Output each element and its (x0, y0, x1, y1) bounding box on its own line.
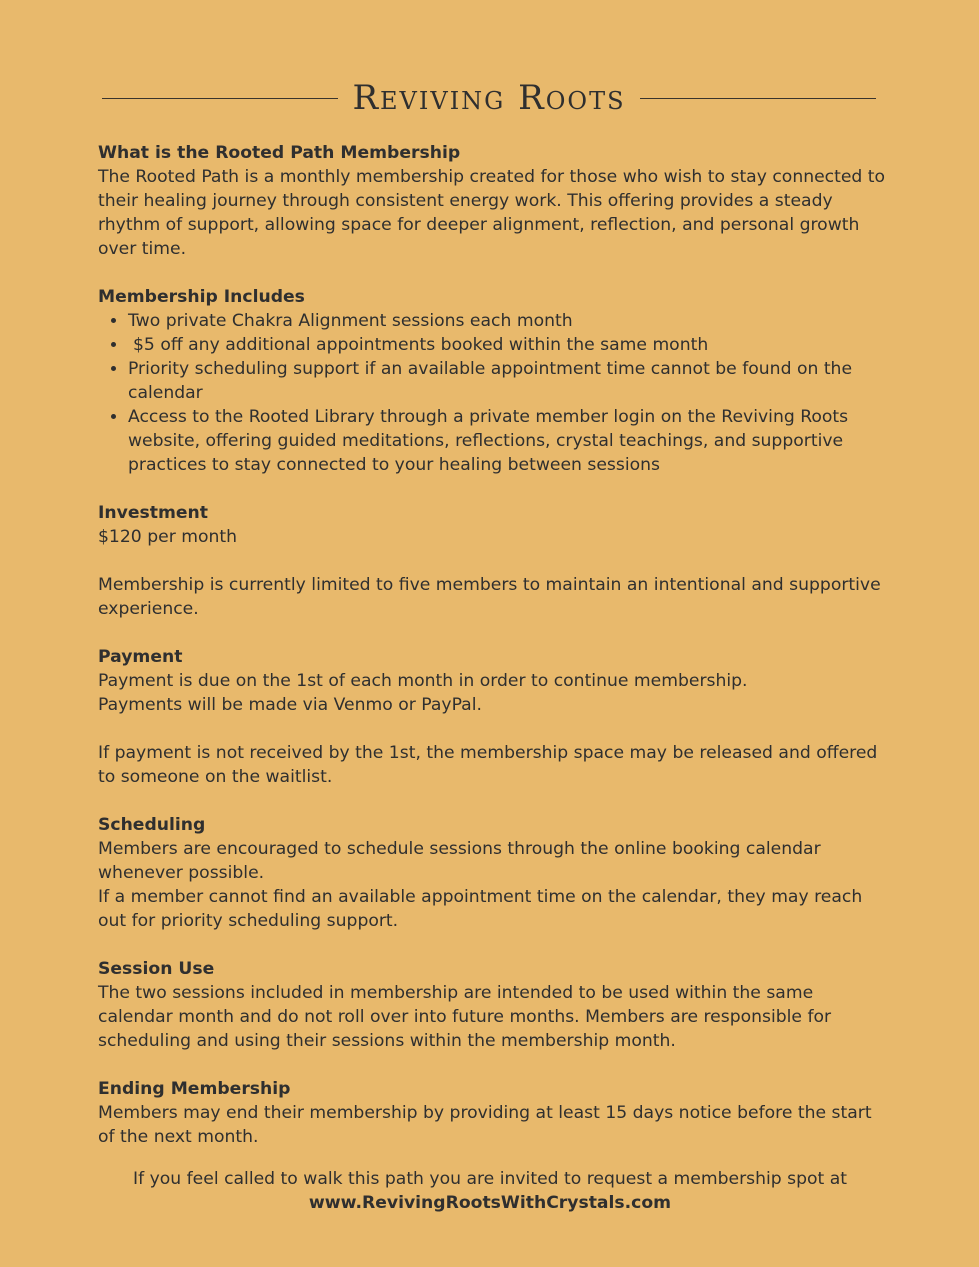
list-item: • Access to the Rooted Library through a private member login on the Reviving Roots website, offering guided meditations, reflections, crystal teachings, and supportive practices to stay connected to your healing between sessions (128, 405, 888, 477)
section-heading: What is the Rooted Path Membership (98, 143, 461, 163)
header-rule-left (102, 98, 338, 99)
list-item: • $5 off any additional appointments booked within the same month (128, 333, 888, 357)
section-paragraph: If payment is not received by the 1st, the membership space may be released and offered to someone on the waitlist. (98, 743, 878, 787)
list-item: • Priority scheduling support if an available appointment time cannot be found on the calendar (128, 357, 888, 405)
footer-invite-text: If you feel called to walk this path you are invited to request a membership spot at (133, 1169, 847, 1189)
section-paragraph: If a member cannot find an available appointment time on the calendar, they may reach out for priority scheduling support. (98, 887, 863, 931)
price-text: $120 per month (98, 527, 238, 547)
section-scheduling (98, 813, 888, 933)
page-header (102, 78, 876, 118)
section-heading: Payment (98, 647, 183, 667)
section-session-use (98, 957, 888, 1053)
section-paragraph: The Rooted Path is a monthly membership created for those who wish to stay connected to their healing journey through consistent energy work. This offering provides a steady rhythm of support, allowing space for deeper alignment, reflection, and personal growth over time. (98, 167, 886, 259)
section-heading: Investment (98, 503, 208, 523)
page-footer (98, 1167, 882, 1215)
section-payment (98, 645, 888, 717)
section-heading: Scheduling (98, 815, 206, 835)
includes-list (98, 309, 888, 477)
section-paragraph: Membership is currently limited to five members to maintain an intentional and supportive experience. (98, 575, 881, 619)
website-link[interactable]: www.RevivingRootsWithCrystals.com (308, 1193, 672, 1213)
section-heading: Session Use (98, 959, 215, 979)
section-membership-includes (98, 285, 888, 477)
header-rule-right (640, 98, 876, 99)
section-investment (98, 501, 888, 549)
section-paragraph: The two sessions included in membership are intended to be used within the same calendar month and do not roll over into future months. Members are responsible for scheduling and using their sessions within the membership month. (98, 983, 832, 1051)
section-paragraph: Members are encouraged to schedule sessions through the online booking calendar whenever possible. (98, 839, 821, 883)
section-heading: Membership Includes (98, 287, 305, 307)
document-body (98, 141, 888, 1173)
section-investment-note (98, 573, 888, 621)
section-paragraph: Members may end their membership by providing at least 15 days notice before the start of the next month. (98, 1103, 872, 1147)
list-item: • Two private Chakra Alignment sessions each month (128, 309, 888, 333)
section-what-is (98, 141, 888, 261)
section-heading: Ending Membership (98, 1079, 291, 1099)
section-paragraph: Payments will be made via Venmo or PayPal. (98, 695, 482, 715)
section-payment-note (98, 741, 888, 789)
page-title: Reviving Roots (352, 78, 626, 118)
section-ending-membership (98, 1077, 888, 1149)
section-paragraph: Payment is due on the 1st of each month in order to continue membership. (98, 671, 748, 691)
